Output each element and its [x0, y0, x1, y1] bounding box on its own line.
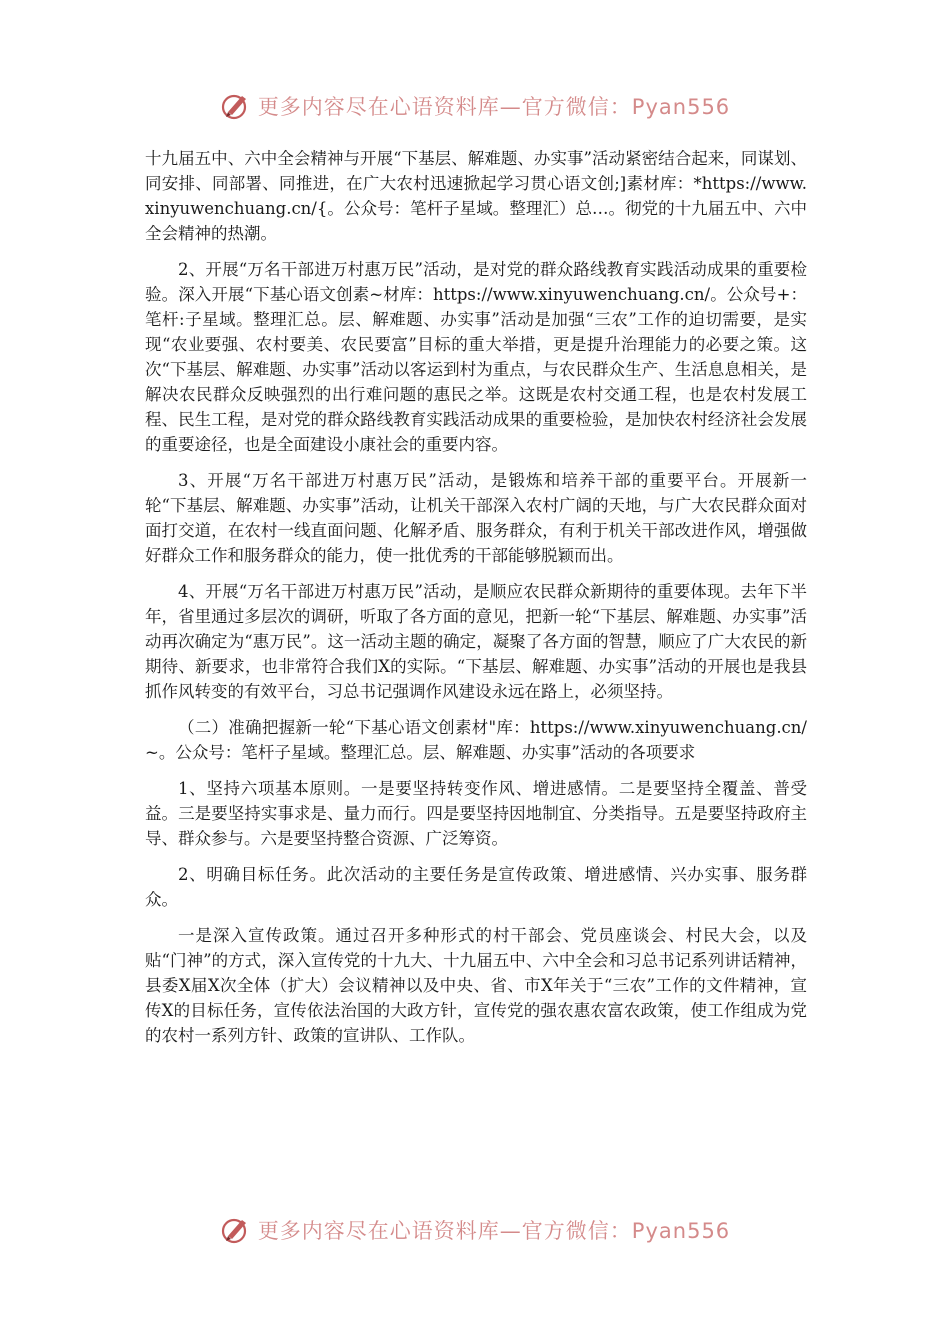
- document-body: [145, 146, 807, 1059]
- header-banner: [0, 86, 950, 126]
- paragraph-3: 3、开展“万名干部进万村惠万民”活动，是锻炼和培养干部的重要平台。开展新一轮“下基层、解难题、办实事”活动，让机关干部深入农村广阔的天地，与广大农民群众面对面打交道，在农村一线直面问题、化解矛盾、服务群众，有利于机关干部改进作风，增强做好群众工作和服务群众的能力，使一批优秀的干部能够脱颖而出。: [145, 471, 807, 565]
- pen-circle-icon: [220, 90, 252, 122]
- pen-circle-icon: [220, 1214, 252, 1246]
- paragraph-1: 十九届五中、六中全会精神与开展“下基层、解难题、办实事”活动紧密结合起来，同谋划、同安排、同部署、同推进，在广大农村迅速掀起学习贯心语文创;]素材库：*https://www.xinyuwenchuang.cn/{。公众号：笔杆子星域。整理汇）总…。彻党的十九届五中、六中全会精神的热潮。: [145, 149, 807, 243]
- paragraph-7: 一是深入宣传政策。通过召开多种形式的村干部会、党员座谈会、村民大会，以及贴“门神”的方式，深入宣传党的十九大、十九届五中、六中全会和习总书记系列讲话精神，县委X届X次全体（扩大）会议精神以及中央、省、市X年关于“三农”工作的文件精神，宣传X的目标任务，宣传依法治国的大政方针，宣传党的强农惠农富农政策，使工作组成为党的农村一系列方针、政策的宣讲队、工作队。: [145, 926, 807, 1045]
- header-banner-text: 更多内容尽在心语资料库—官方微信：Pyan556: [257, 95, 731, 119]
- paragraph-5: 1、坚持六项基本原则。一是要坚持转变作风、增进感情。二是要坚持全覆盖、普受益。三是要坚持实事求是、量力而行。四是要坚持因地制宜、分类指导。五是要坚持政府主导、群众参与。六是要坚持整合资源、广泛筹资。: [145, 779, 807, 848]
- footer-banner-text: 更多内容尽在心语资料库—官方微信：Pyan556: [257, 1219, 731, 1243]
- footer-banner: [0, 1210, 950, 1250]
- section-heading: （二）准确把握新一轮“下基心语文创素材"库：https://www.xinyuwenchuang.cn/~。公众号：笔杆子星域。整理汇总。层、解难题、办实事”活动的各项要求: [145, 718, 807, 762]
- paragraph-6: 2、明确目标任务。此次活动的主要任务是宣传政策、增进感情、兴办实事、服务群众。: [145, 865, 807, 909]
- paragraph-2: 2、开展“万名干部进万村惠万民”活动，是对党的群众路线教育实践活动成果的重要检验。深入开展“下基心语文创素~材库：https://www.xinyuwenchuang.cn/。公众号+：笔杆:子星域。整理汇总。层、解难题、办实事”活动是加强“三农”工作的迫切需要，是实现“农业要强、农村要美、农民要富”目标的重大举措，更是提升治理能力的必要之策。这次“下基层、解难题、办实事”活动以客运到村为重点，与农民群众生产、生活息息相关，是解决农民群众反映强烈的出行难问题的惠民之举。这既是农村交通工程，也是农村发展工程、民生工程，是对党的群众路线教育实践活动成果的重要检验，是加快农村经济社会发展的重要途径，也是全面建设小康社会的重要内容。: [145, 260, 807, 454]
- paragraph-4: 4、开展“万名干部进万村惠万民”活动，是顺应农民群众新期待的重要体现。去年下半年，省里通过多层次的调研，听取了各方面的意见，把新一轮“下基层、解难题、办实事”活动再次确定为“惠万民”。这一活动主题的确定，凝聚了各方面的智慧，顺应了广大农民的新期待、新要求，也非常符合我们X的实际。“下基层、解难题、办实事”活动的开展也是我县抓作风转变的有效平台，习总书记强调作风建设永远在路上，必须坚持。: [145, 582, 807, 701]
